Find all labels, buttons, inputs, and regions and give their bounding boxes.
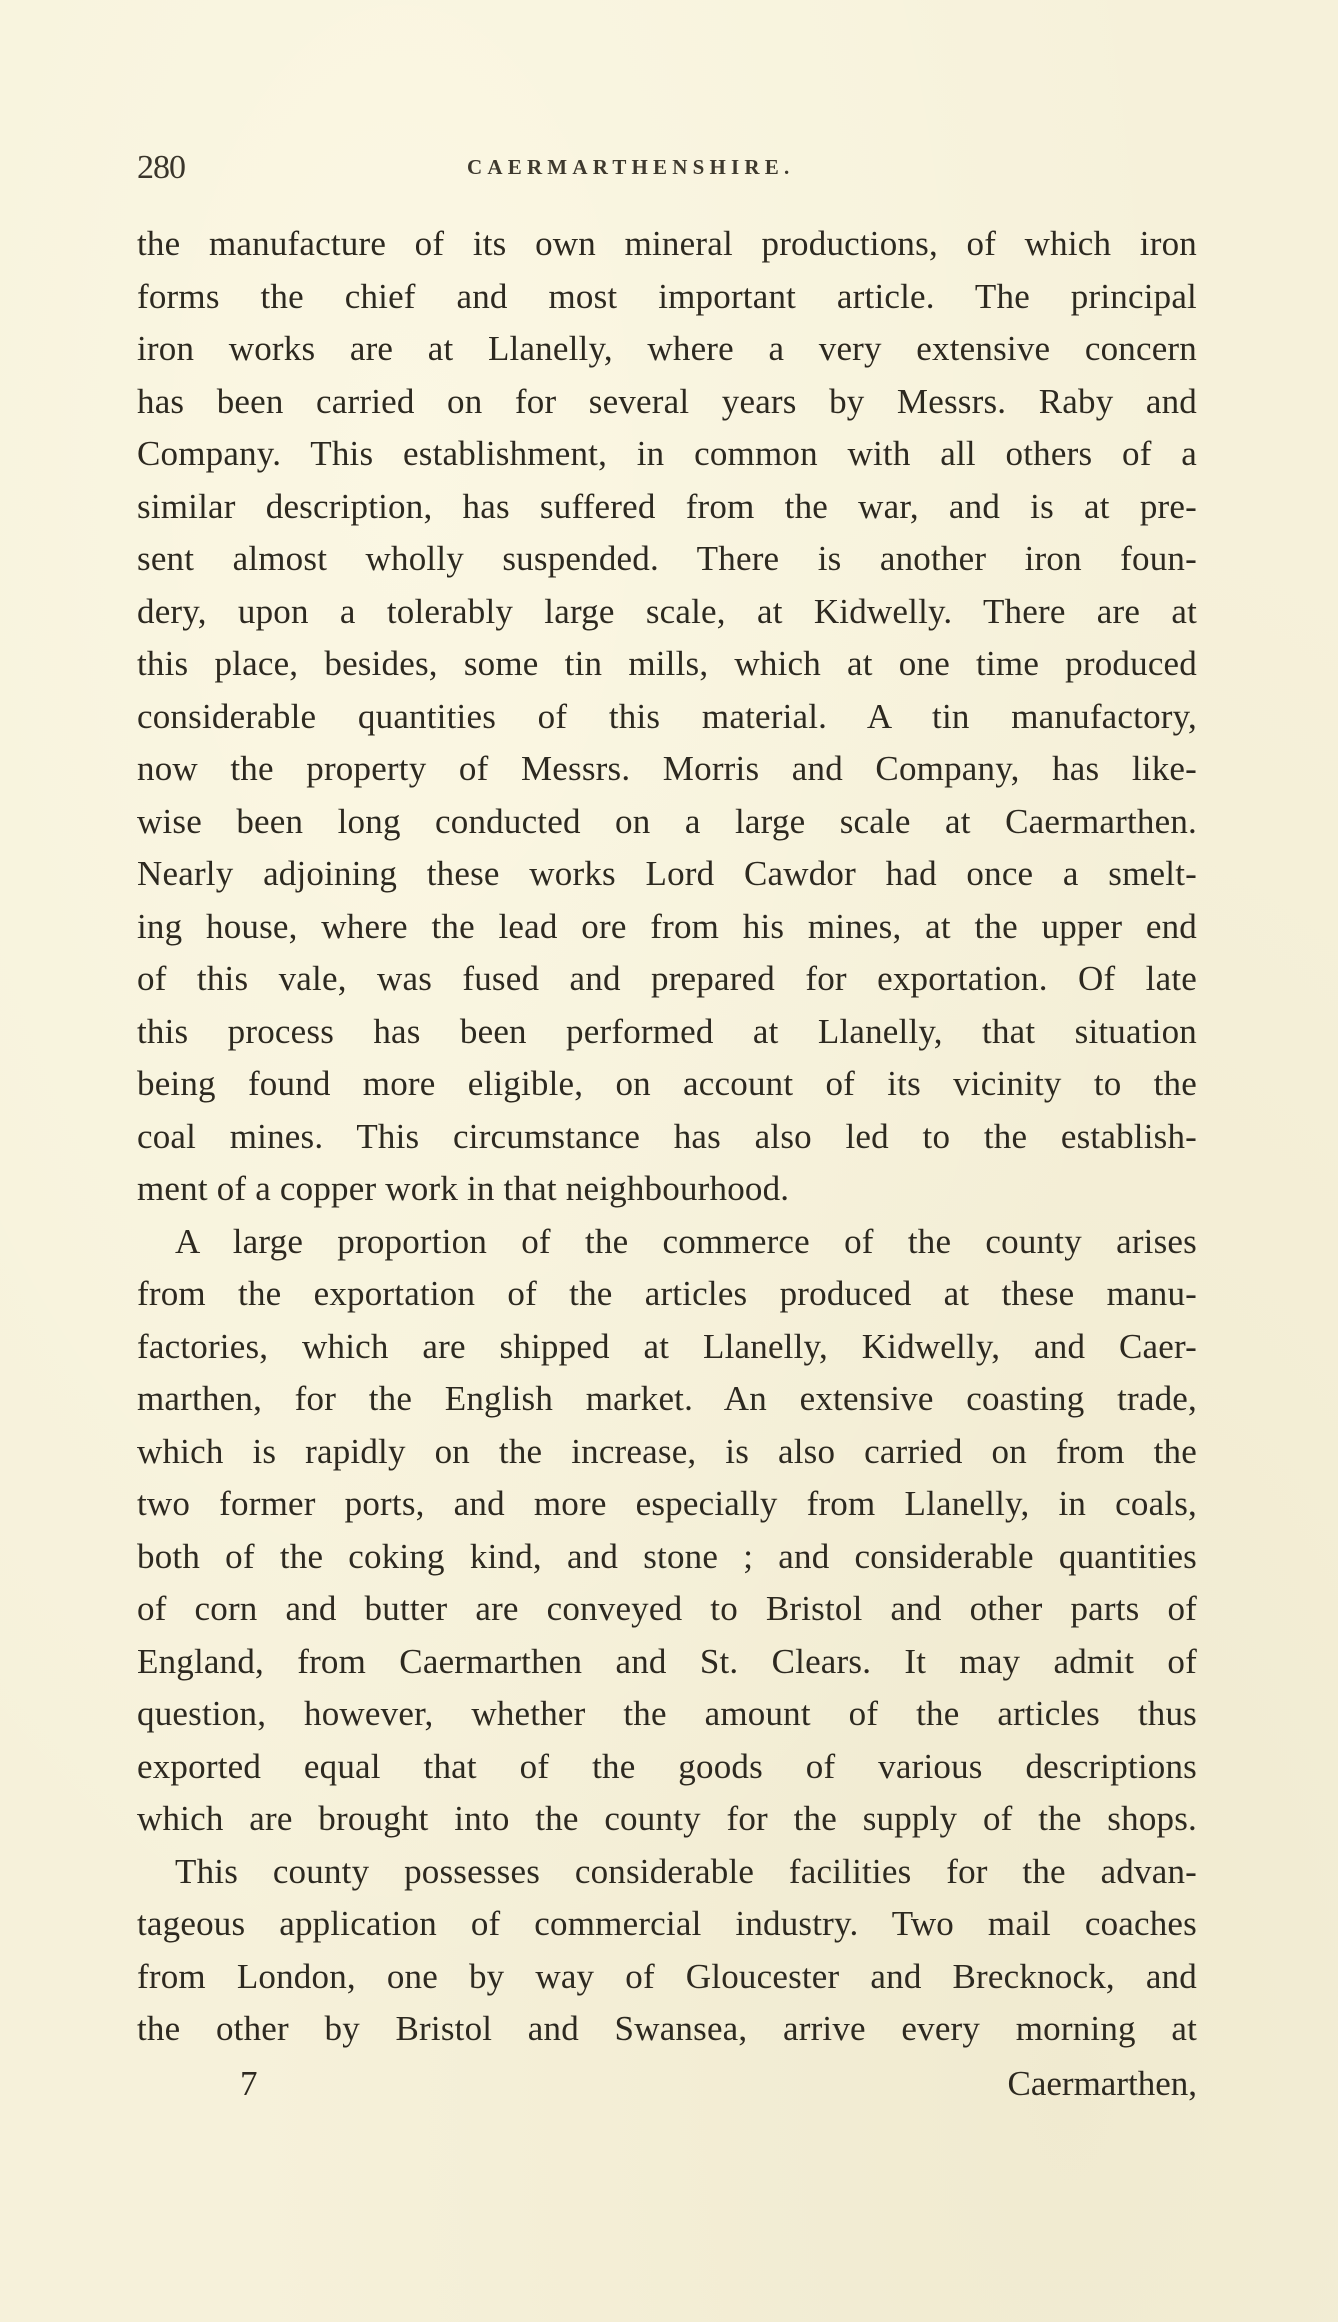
text-line: sent almost wholly suspended. There is another iron foun- — [137, 539, 1197, 578]
text-line: forms the chief and most important article. The principal — [137, 276, 1197, 316]
text-line: exported equal that of the goods of various descriptions — [137, 1746, 1197, 1786]
text-line: has been carried on for several years by Messrs. Raby and — [137, 381, 1197, 421]
text-line: similar description, has suffered from the war, and is at pre- — [137, 486, 1197, 526]
text-line: of corn and butter are conveyed to Bristol and other parts of — [137, 1589, 1197, 1628]
signature-mark: 7 — [240, 2064, 258, 2103]
text-line: dery, upon a tolerably large scale, at Kidwelly. There are at — [137, 591, 1197, 631]
text-line: iron works are at Llanelly, where a very extensive concern — [137, 329, 1197, 368]
paragraph-start-line: This county possesses considerable facilities for the advan- — [175, 1851, 1197, 1891]
text-line: which is rapidly on the increase, is also carried on from the — [137, 1431, 1197, 1471]
running-title: CAERMARTHENSHIRE. — [467, 155, 795, 179]
text-line: this place, besides, some tin mills, which at one time produced — [137, 644, 1197, 683]
text-line: considerable quantities of this material. A tin manufactory, — [137, 696, 1197, 736]
text-line: factories, which are shipped at Llanelly, Kidwelly, and Caer- — [137, 1326, 1197, 1366]
text-line: ment of a copper work in that neighbourhood. — [137, 1169, 790, 1208]
paragraph-start-line: A large proportion of the commerce of the county arises — [175, 1221, 1197, 1261]
text-line: the other by Bristol and Swansea, arrive every morning at — [137, 2009, 1197, 2048]
text-line: from the exportation of the articles produced at these manu- — [137, 1274, 1197, 1313]
catchword: Caermarthen, — [1007, 2064, 1197, 2103]
running-head — [137, 146, 1197, 190]
text-line: which are brought into the county for the supply of the shops. — [137, 1799, 1197, 1838]
catch-line — [137, 2058, 1197, 2110]
text-line: this process has been performed at Llanelly, that situation — [137, 1011, 1197, 1051]
text-line: ing house, where the lead ore from his mines, at the upper end — [137, 906, 1197, 946]
text-line: wise been long conducted on a large scale at Caermarthen. — [137, 801, 1197, 841]
text-line: Nearly adjoining these works Lord Cawdor had once a smelt- — [137, 854, 1197, 893]
page-number: 280 — [137, 149, 185, 186]
text-line: question, however, whether the amount of the articles thus — [137, 1694, 1197, 1733]
text-line: England, from Caermarthen and St. Clears. It may admit of — [137, 1641, 1197, 1681]
body-text — [137, 218, 1197, 2056]
text-line: from London, one by way of Gloucester and Brecknock, and — [137, 1956, 1197, 1996]
text-line: marthen, for the English market. An extensive coasting trade, — [137, 1379, 1197, 1418]
text-line: the manufacture of its own mineral productions, of which iron — [137, 224, 1197, 263]
text-line: tageous application of commercial industry. Two mail coaches — [137, 1904, 1197, 1943]
text-line: coal mines. This circumstance has also led to the establish- — [137, 1116, 1197, 1156]
text-line: of this vale, was fused and prepared for exportation. Of late — [137, 959, 1197, 998]
text-line: Company. This establishment, in common with all others of a — [137, 434, 1197, 473]
text-line: being found more eligible, on account of its vicinity to the — [137, 1064, 1197, 1103]
text-line: two former ports, and more especially from Llanelly, in coals, — [137, 1484, 1197, 1523]
text-line: now the property of Messrs. Morris and Company, has like- — [137, 749, 1197, 788]
text-line: both of the coking kind, and stone ; and considerable quantities — [137, 1536, 1197, 1576]
